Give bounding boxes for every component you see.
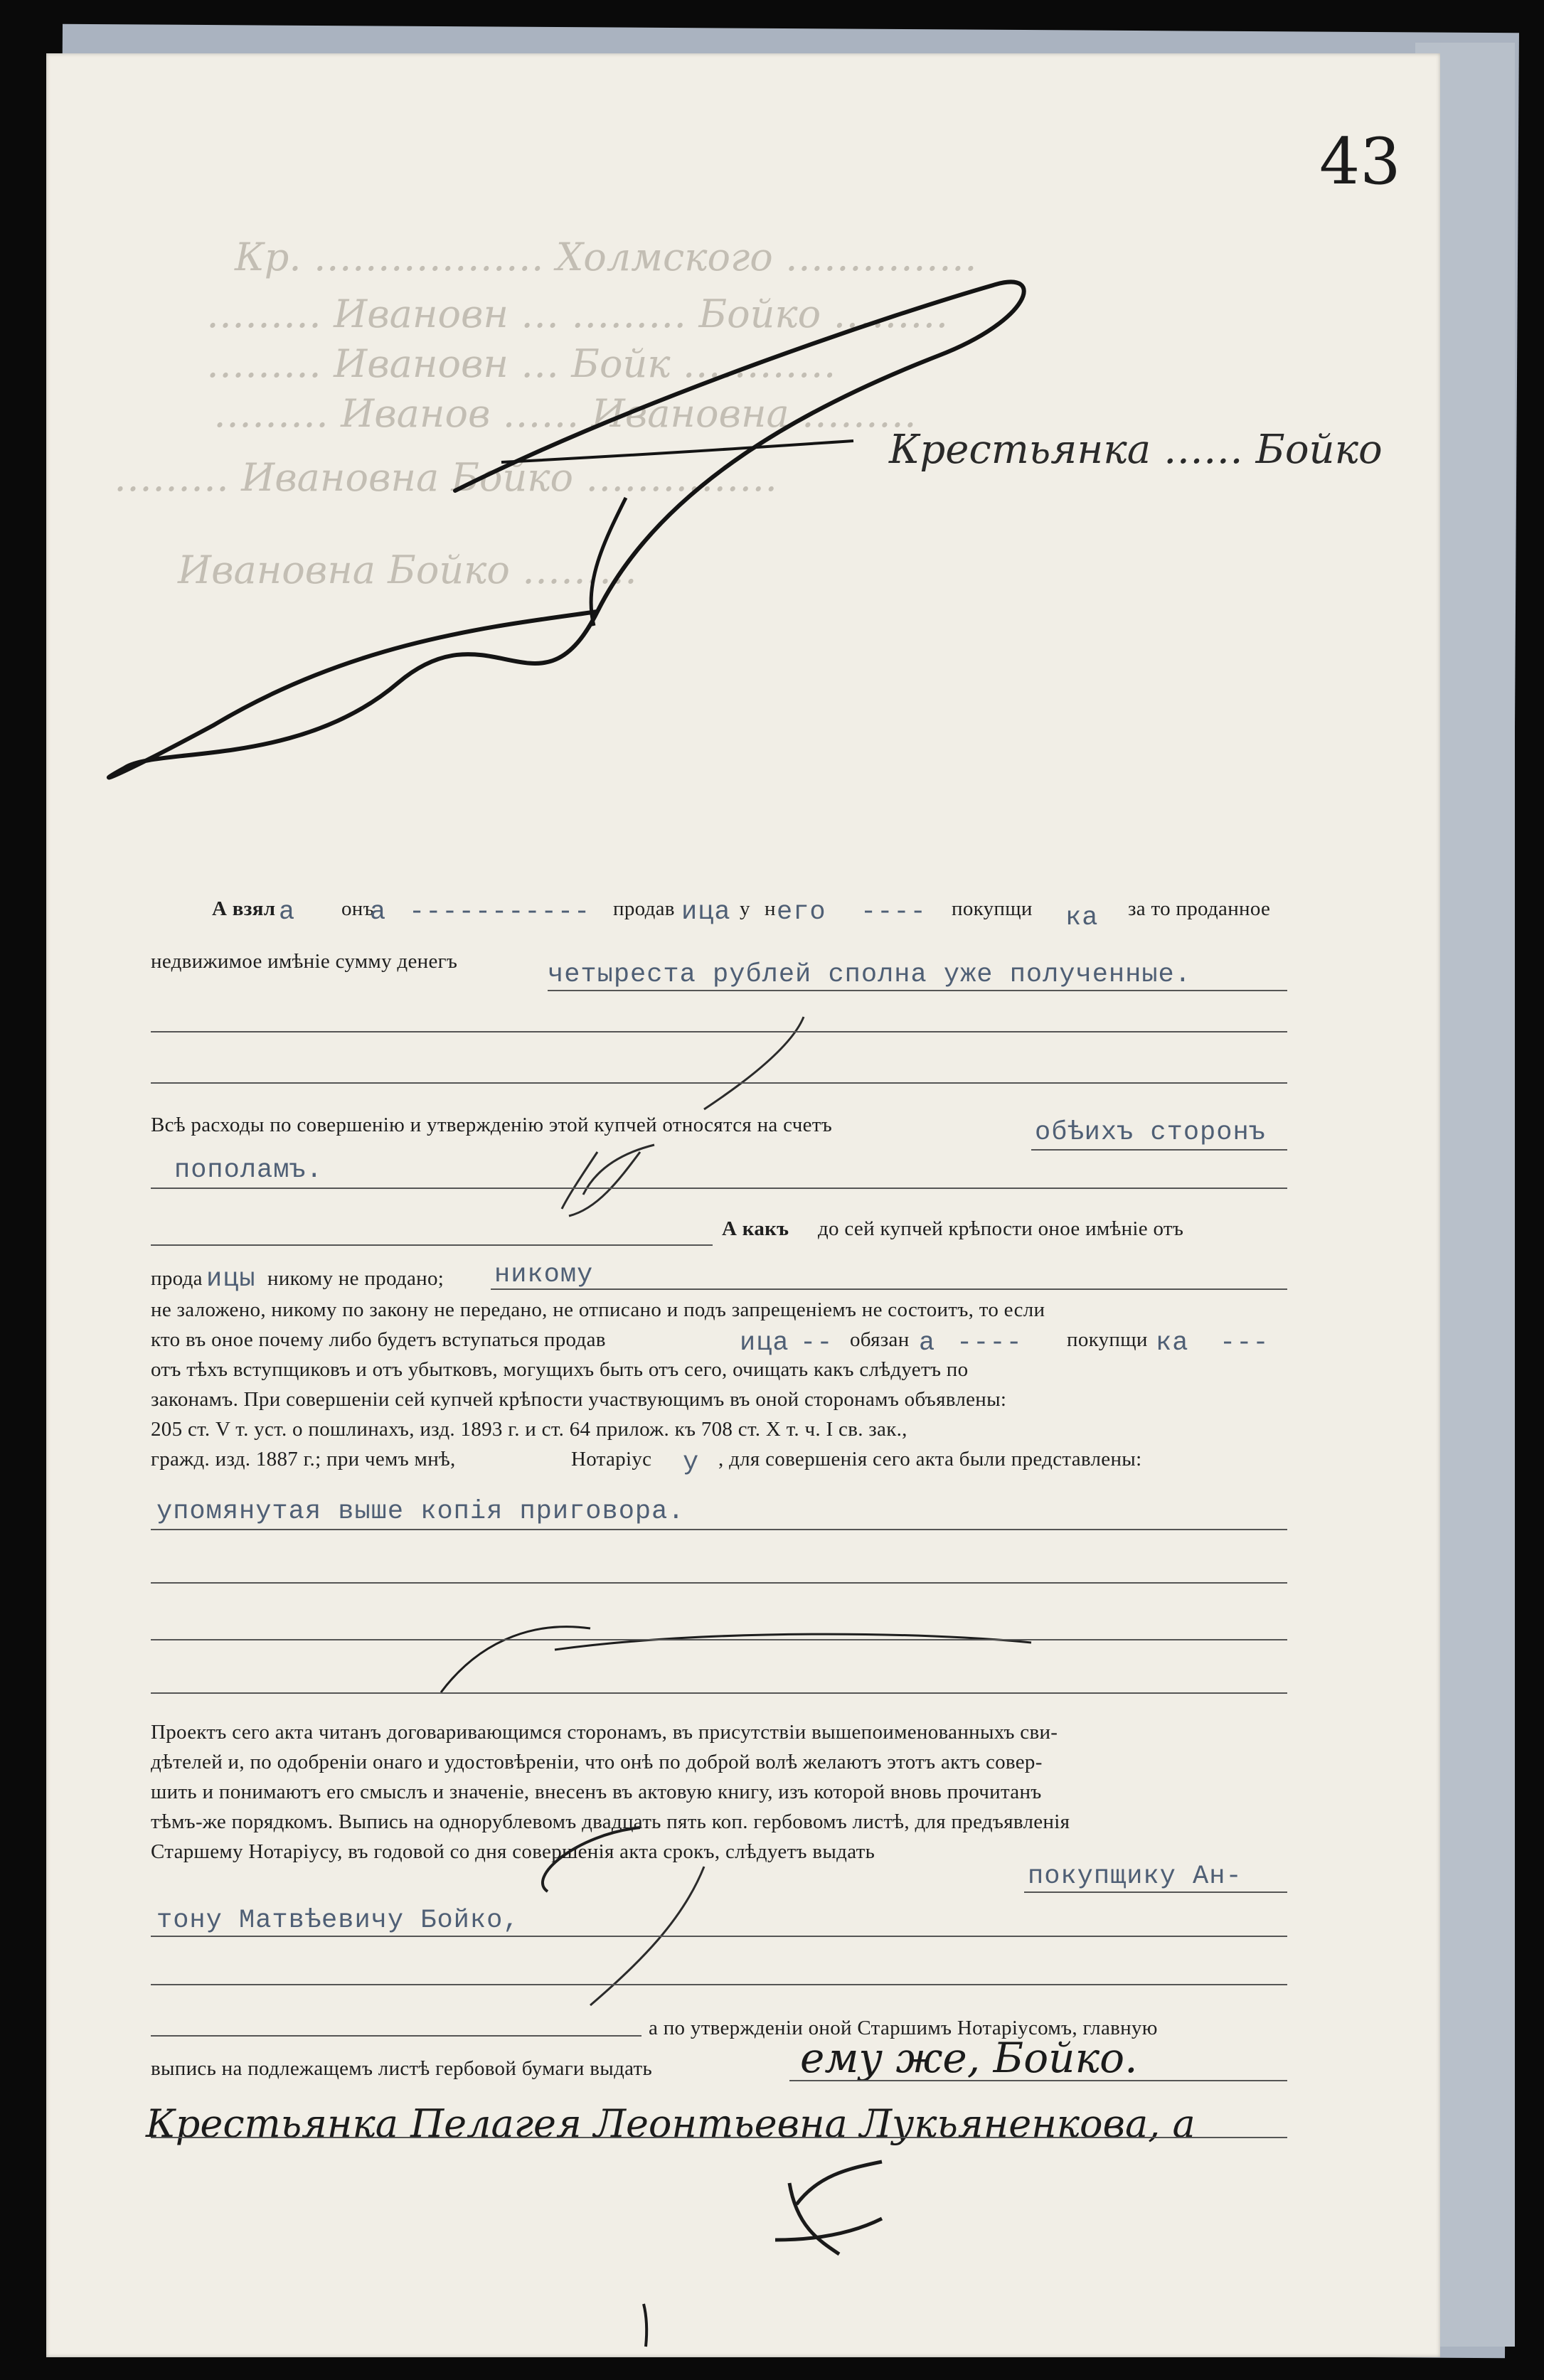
para3-line6: законамъ. При совершеніи сей купчей крѣпости участвующимъ въ оной сторонамъ объявлены: bbox=[151, 1388, 1007, 1411]
bleed-line: Кр. ……………… Холмского …………… bbox=[235, 235, 977, 279]
dash-d: ---- bbox=[861, 897, 927, 927]
buyer-typed-1: покупщику Ан- bbox=[1028, 1862, 1242, 1891]
para3-line8-b: Нотаріус bbox=[571, 1448, 652, 1471]
recipient-handwritten: ему же, Бойко. bbox=[800, 2034, 1138, 2082]
bleed-line: ……… Иванов …… Ивановна ……… bbox=[213, 391, 917, 436]
para4-line5: Старшему Нотаріусу, въ годовой со дня совершенія акта срокъ, слѣдуетъ выдать bbox=[151, 1840, 875, 1863]
para3-line4-dash3: --- bbox=[1220, 1328, 1269, 1358]
para3-line8-a: гражд. изд. 1887 г.; при чемъ мнѣ, bbox=[151, 1448, 456, 1471]
para3-line4-dash2: ---- bbox=[957, 1328, 1023, 1358]
rule bbox=[491, 1288, 1287, 1290]
rule bbox=[151, 1639, 1287, 1640]
handwritten-mark-top: Крестьянка …… Бойко bbox=[889, 427, 1383, 473]
rule bbox=[151, 1529, 1287, 1530]
text-pokupsh: покупщи bbox=[952, 897, 1033, 920]
rule bbox=[151, 1082, 1287, 1084]
para3-line2-b: никому не продано; bbox=[267, 1267, 444, 1290]
text-on: онъ bbox=[341, 897, 374, 920]
para4-line3: шить и понимаютъ его смыслъ и значеніе, внесенъ въ актовую книгу, изъ которой вновь прочитанъ bbox=[151, 1781, 1042, 1803]
para3-line2-typed: никому bbox=[494, 1260, 594, 1290]
para3-line4-pokupsh: покупщи bbox=[1067, 1328, 1148, 1351]
rule bbox=[151, 1188, 1287, 1189]
para3-line8-fill: у bbox=[683, 1448, 700, 1478]
para3-line4-obyazan: обязан bbox=[850, 1328, 910, 1351]
buyer-typed-2: тону Матвѣевичу Бойко, bbox=[156, 1906, 520, 1936]
dash-b: ----------- bbox=[409, 897, 591, 927]
para5-line1: а по утвержденіи оной Старшимъ Нотаріусомъ, главную bbox=[649, 2017, 1158, 2039]
text-u: у bbox=[740, 897, 750, 920]
folio-number: 43 bbox=[1319, 124, 1401, 199]
para3-line4-a: кто въ оное почему либо будетъ вступаться продав bbox=[151, 1328, 606, 1351]
rule bbox=[151, 1692, 1287, 1694]
rule bbox=[151, 1244, 713, 1246]
para4-line1: Проектъ сего акта читанъ договаривающимся сторонамъ, въ присутствіи вышепоименованныхъ сви- bbox=[151, 1721, 1058, 1744]
rule bbox=[151, 1984, 1287, 1985]
para1-line2-label: недвижимое имѣніе сумму денегъ bbox=[151, 950, 458, 973]
fill-e: ка bbox=[1065, 903, 1099, 933]
rule bbox=[1024, 1891, 1287, 1893]
para5-line2: выпись на подлежащемъ листѣ гербовой бумаги выдать bbox=[151, 2057, 653, 2080]
halves-typed: пополамъ. bbox=[174, 1156, 323, 1185]
amount-typed: четыреста рублей сполна уже полученные. bbox=[548, 960, 1191, 990]
rule bbox=[1031, 1149, 1287, 1151]
para3-line4-fill1: ица bbox=[740, 1328, 789, 1358]
fill-a: а bbox=[279, 897, 296, 927]
para3-line2-a: прода bbox=[151, 1267, 203, 1290]
parties-typed: обѣихъ сторонъ bbox=[1035, 1118, 1266, 1148]
rule bbox=[548, 990, 1287, 991]
text-prodav: продав bbox=[613, 897, 675, 920]
fill-c: ица bbox=[681, 897, 731, 927]
text-tail: за то проданное bbox=[1128, 897, 1271, 920]
para3-line3: не заложено, никому по закону не передано, не отписано и подъ запрещеніемъ не состоитъ, то если bbox=[151, 1298, 1045, 1321]
rule bbox=[789, 2080, 1287, 2081]
para3-line1: до сей купчей крѣпости оное имѣніе отъ bbox=[818, 1217, 1184, 1240]
rule bbox=[151, 1936, 1287, 1937]
bleed-line: ……… Ивановн … Бойк ………… bbox=[206, 341, 836, 386]
presented-docs-typed: упомянутая выше копія приговора. bbox=[156, 1497, 685, 1527]
para3-bold: А какъ bbox=[722, 1217, 789, 1240]
rule bbox=[151, 2035, 641, 2037]
para3-line4-fill2: а bbox=[919, 1328, 936, 1358]
bleed-line: Ивановна Бойко ……… bbox=[178, 548, 638, 592]
fill-d: его bbox=[777, 897, 826, 927]
para1-prefix: А взял bbox=[212, 897, 276, 920]
fill-b: а bbox=[370, 897, 387, 927]
para4-line2: дѣтелей и, по одобреніи онаго и удостовѣреніи, что онѣ по доброй волѣ желаютъ этотъ актъ совер- bbox=[151, 1751, 1043, 1773]
para3-line8-c: , для совершенія сего акта были представлены: bbox=[718, 1448, 1142, 1471]
para3-line2-fill: ицы bbox=[206, 1264, 256, 1294]
handwritten-line: Крестьянка Пелагея Леонтьевна Лукьяненкова, а bbox=[146, 2101, 1196, 2146]
para3-line4-fill3: ка bbox=[1156, 1328, 1189, 1358]
para2-line1: Всѣ расходы по совершенію и утвержденію этой купчей относятся на счетъ bbox=[151, 1114, 833, 1136]
rule bbox=[151, 1582, 1287, 1584]
para3-line7: 205 ст. V т. уст. о пошлинахъ, изд. 1893 г. и ст. 64 прилож. къ 708 ст. X т. ч. I св. зак., bbox=[151, 1418, 907, 1441]
para4-line4: тѣмъ-же порядкомъ. Выпись на однорублевомъ двадцать пять коп. гербовомъ листѣ, для предъявленія bbox=[151, 1810, 1070, 1833]
rule bbox=[151, 1031, 1287, 1032]
bleed-line: ……… Ивановн … ……… Бойко ……… bbox=[206, 292, 949, 336]
para3-line5: отъ тѣхъ вступщиковъ и отъ убытковъ, могущихъ быть отъ сего, очищать какъ слѣдуетъ по bbox=[151, 1358, 969, 1381]
rule bbox=[151, 2137, 1287, 2138]
text-n: н bbox=[765, 897, 776, 920]
bleed-line: ……… Ивановна Бойко …………… bbox=[114, 455, 778, 500]
para3-line4-dash1: -- bbox=[800, 1328, 834, 1358]
